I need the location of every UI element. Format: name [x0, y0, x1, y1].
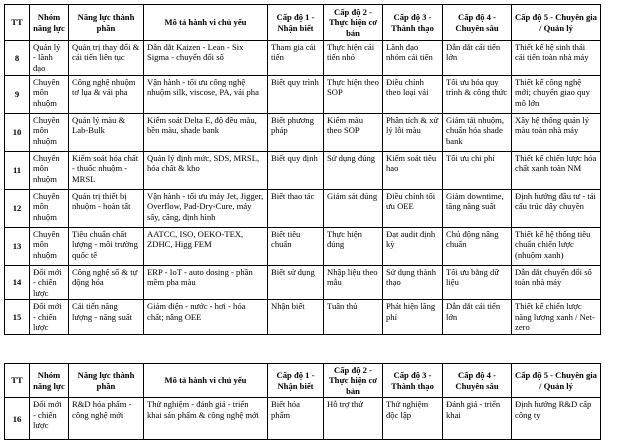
behavior-description: Quản lý định mức, SDS, MRSL, hóa chất & kho — [144, 152, 268, 190]
competency-group: Đổi mới - chiến lược — [30, 300, 69, 334]
row-number: 14 — [5, 266, 30, 300]
level-1-cell: Biết quy trình — [268, 76, 324, 114]
header-level-2: Cấp độ 2 - Thực hiện cơ bản — [324, 364, 383, 398]
competency-group: Đổi mới - chiến lược — [30, 398, 69, 440]
table-row — [5, 300, 601, 334]
level-5-cell: Định hướng R&D cấp công ty — [512, 398, 601, 440]
level-3-cell: Lãnh đạo nhóm cải tiến — [383, 41, 443, 76]
level-2-cell: Nhập liệu theo mẫu — [324, 266, 383, 300]
header-level-5: Cấp độ 5 - Chuyên gia / Quản lý — [512, 5, 601, 41]
behavior-description: Giảm điện - nước - hơi - hóa chất; nâng OEE — [144, 300, 268, 334]
header-level-1: Cấp độ 1 - Nhận biết — [268, 5, 324, 41]
level-1-cell: Biết sử dụng — [268, 266, 324, 300]
header-level-4: Cấp độ 4 - Chuyên sâu — [443, 364, 512, 398]
level-4-cell: Chủ động nâng chuẩn — [443, 228, 512, 266]
header-level-1: Cấp độ 1 - Nhận biết — [268, 364, 324, 398]
table-row — [5, 76, 601, 114]
table-row — [5, 190, 601, 228]
header-level-3: Cấp độ 3 - Thành thạo — [383, 5, 443, 41]
level-3-cell: Phân tích & xử lý lỗi màu — [383, 114, 443, 152]
header-component: Năng lực thành phần — [69, 5, 144, 41]
level-5-cell: Thiết kế hệ sinh thái cải tiến toàn nhà máy — [512, 41, 601, 76]
row-number: 10 — [5, 114, 30, 152]
behavior-description: Vận hành - tối ưu công nghệ nhuộm silk, viscose, PA, vải pha — [144, 76, 268, 114]
row-number: 8 — [5, 41, 30, 76]
behavior-description: Thử nghiệm - đánh giá - triển khai sản phẩm & công nghệ mới — [144, 398, 268, 440]
level-4-cell: Tối ưu bằng dữ liệu — [443, 266, 512, 300]
level-4-cell: Giảm downtime, tăng năng suất — [443, 190, 512, 228]
page-break — [0, 355, 627, 363]
level-1-cell: Nhận biết — [268, 300, 324, 334]
row-number: 15 — [5, 300, 30, 334]
level-4-cell: Tối ưu hóa quy trình & công thức — [443, 76, 512, 114]
header-level-3: Cấp độ 3 - Thành thạo — [383, 364, 443, 398]
table-row — [5, 114, 601, 152]
row-number: 13 — [5, 228, 30, 266]
level-5-cell: Xây hệ thống quản lý màu toàn nhà máy — [512, 114, 601, 152]
row-number: 9 — [5, 76, 30, 114]
header-level-5: Cấp độ 5 - Chuyên gia / Quản lý — [512, 364, 601, 398]
component-competency: R&D hóa phẩm - công nghệ mới — [69, 398, 144, 440]
level-3-cell: Thử nghiệm độc lập — [383, 398, 443, 440]
component-competency: Cải tiến năng lượng - năng suất — [69, 300, 144, 334]
level-2-cell: Hỗ trợ thử — [324, 398, 383, 440]
competency-group: Chuyên môn nhuộm — [30, 228, 69, 266]
row-number: 11 — [5, 152, 30, 190]
level-3-cell: Phát hiện lãng phí — [383, 300, 443, 334]
table-row — [5, 228, 601, 266]
component-competency: Quản trị thay đổi & cải tiến liên tục — [69, 41, 144, 76]
level-5-cell: Định hướng đầu tư - tái cấu trúc dây chuyền — [512, 190, 601, 228]
level-5-cell: Thiết kế chiến lược hóa chất xanh toàn NM — [512, 152, 601, 190]
level-2-cell: Giám sát đúng — [324, 190, 383, 228]
level-1-cell: Biết tiêu chuẩn — [268, 228, 324, 266]
level-4-cell: Đánh giá - triển khai — [443, 398, 512, 440]
header-description: Mô tả hành vi chủ yếu — [144, 364, 268, 398]
level-1-cell: Biết quy định — [268, 152, 324, 190]
component-competency: Quản trị thiết bị nhuộm - hoàn tất — [69, 190, 144, 228]
competency-group: Chuyên môn nhuộm — [30, 76, 69, 114]
header-level-4: Cấp độ 4 - Chuyên sâu — [443, 5, 512, 41]
table-row — [5, 41, 601, 76]
table-row — [5, 398, 601, 440]
level-2-cell: Thực hiện đúng — [324, 228, 383, 266]
level-5-cell: Dẫn dắt chuyển đổi số toàn nhà máy — [512, 266, 601, 300]
competency-group: Chuyên môn nhuộm — [30, 114, 69, 152]
level-3-cell: Kiểm soát tiêu hao — [383, 152, 443, 190]
level-5-cell: Thiết kế hệ thống tiêu chuẩn chiến lược (nhuộm xanh) — [512, 228, 601, 266]
table-row — [5, 266, 601, 300]
header-description: Mô tả hành vi chủ yếu — [144, 5, 268, 41]
competency-table — [4, 4, 601, 335]
component-competency: Quản lý màu & Lab-Bulk — [69, 114, 144, 152]
level-2-cell: Thực hiện theo SOP — [324, 76, 383, 114]
level-4-cell: Tối ưu chi phí — [443, 152, 512, 190]
level-1-cell: Biết hóa phẩm — [268, 398, 324, 440]
behavior-description: Kiểm soát Delta E, độ đều màu, bền màu, shade bank — [144, 114, 268, 152]
competency-group: Đổi mới - chiến lược — [30, 266, 69, 300]
competency-table-continued — [4, 363, 601, 440]
level-2-cell: Thực hiện cải tiến nhỏ — [324, 41, 383, 76]
component-competency: Tiêu chuẩn chất lượng - môi trường quốc tế — [69, 228, 144, 266]
competency-group: Chuyên môn nhuộm — [30, 152, 69, 190]
level-3-cell: Sử dụng thành thạo — [383, 266, 443, 300]
level-4-cell: Giảm tái nhuộm, chuẩn hóa shade bank — [443, 114, 512, 152]
level-2-cell: Tuân thủ — [324, 300, 383, 334]
competency-group: Quản lý - lãnh đạo — [30, 41, 69, 76]
behavior-description: Vận hành - tối ưu máy Jet, Jigger, Overflow, Pad-Dry-Cure, máy sấy, căng, định hình — [144, 190, 268, 228]
level-1-cell: Biết phương pháp — [268, 114, 324, 152]
header-component: Năng lực thành phần — [69, 364, 144, 398]
header-level-2: Cấp độ 2 - Thực hiện cơ bản — [324, 5, 383, 41]
row-number: 16 — [5, 398, 30, 440]
level-2-cell: Kiểm màu theo SOP — [324, 114, 383, 152]
competency-group: Chuyên môn nhuộm — [30, 190, 69, 228]
header-group: Nhóm năng lực — [30, 5, 69, 41]
behavior-description: AATCC, ISO, OEKO-TEX, ZDHC, Higg FEM — [144, 228, 268, 266]
header-group: Nhóm năng lực — [30, 364, 69, 398]
header-tt: TT — [5, 5, 30, 41]
behavior-description: ERP - IoT - auto dosing - phần mềm pha màu — [144, 266, 268, 300]
level-3-cell: Điều chỉnh tối ưu OEE — [383, 190, 443, 228]
level-5-cell: Thiết kế công nghệ mới; chuyển giao quy mô lớn — [512, 76, 601, 114]
component-competency: Công nghệ số & tự động hóa — [69, 266, 144, 300]
header-row — [5, 364, 601, 398]
level-4-cell: Dẫn dắt cải tiến lớn — [443, 300, 512, 334]
level-3-cell: Đạt audit định kỳ — [383, 228, 443, 266]
level-5-cell: Thiết kế chiến lược năng lượng xanh / Net-zero — [512, 300, 601, 334]
level-1-cell: Tham gia cải tiến — [268, 41, 324, 76]
table-row — [5, 152, 601, 190]
header-row — [5, 5, 601, 41]
component-competency: Kiểm soát hóa chất - thuốc nhuộm - MRSL — [69, 152, 144, 190]
level-1-cell: Biết thao tác — [268, 190, 324, 228]
component-competency: Công nghệ nhuộm tơ lụa & vải pha — [69, 76, 144, 114]
level-3-cell: Điều chỉnh theo loại vải — [383, 76, 443, 114]
behavior-description: Dẫn dắt Kaizen - Lean - Six Sigma - chuyển đổi số — [144, 41, 268, 76]
level-4-cell: Dẫn dắt cải tiến lớn — [443, 41, 512, 76]
level-2-cell: Sử dụng đúng — [324, 152, 383, 190]
row-number: 12 — [5, 190, 30, 228]
header-tt: TT — [5, 364, 30, 398]
